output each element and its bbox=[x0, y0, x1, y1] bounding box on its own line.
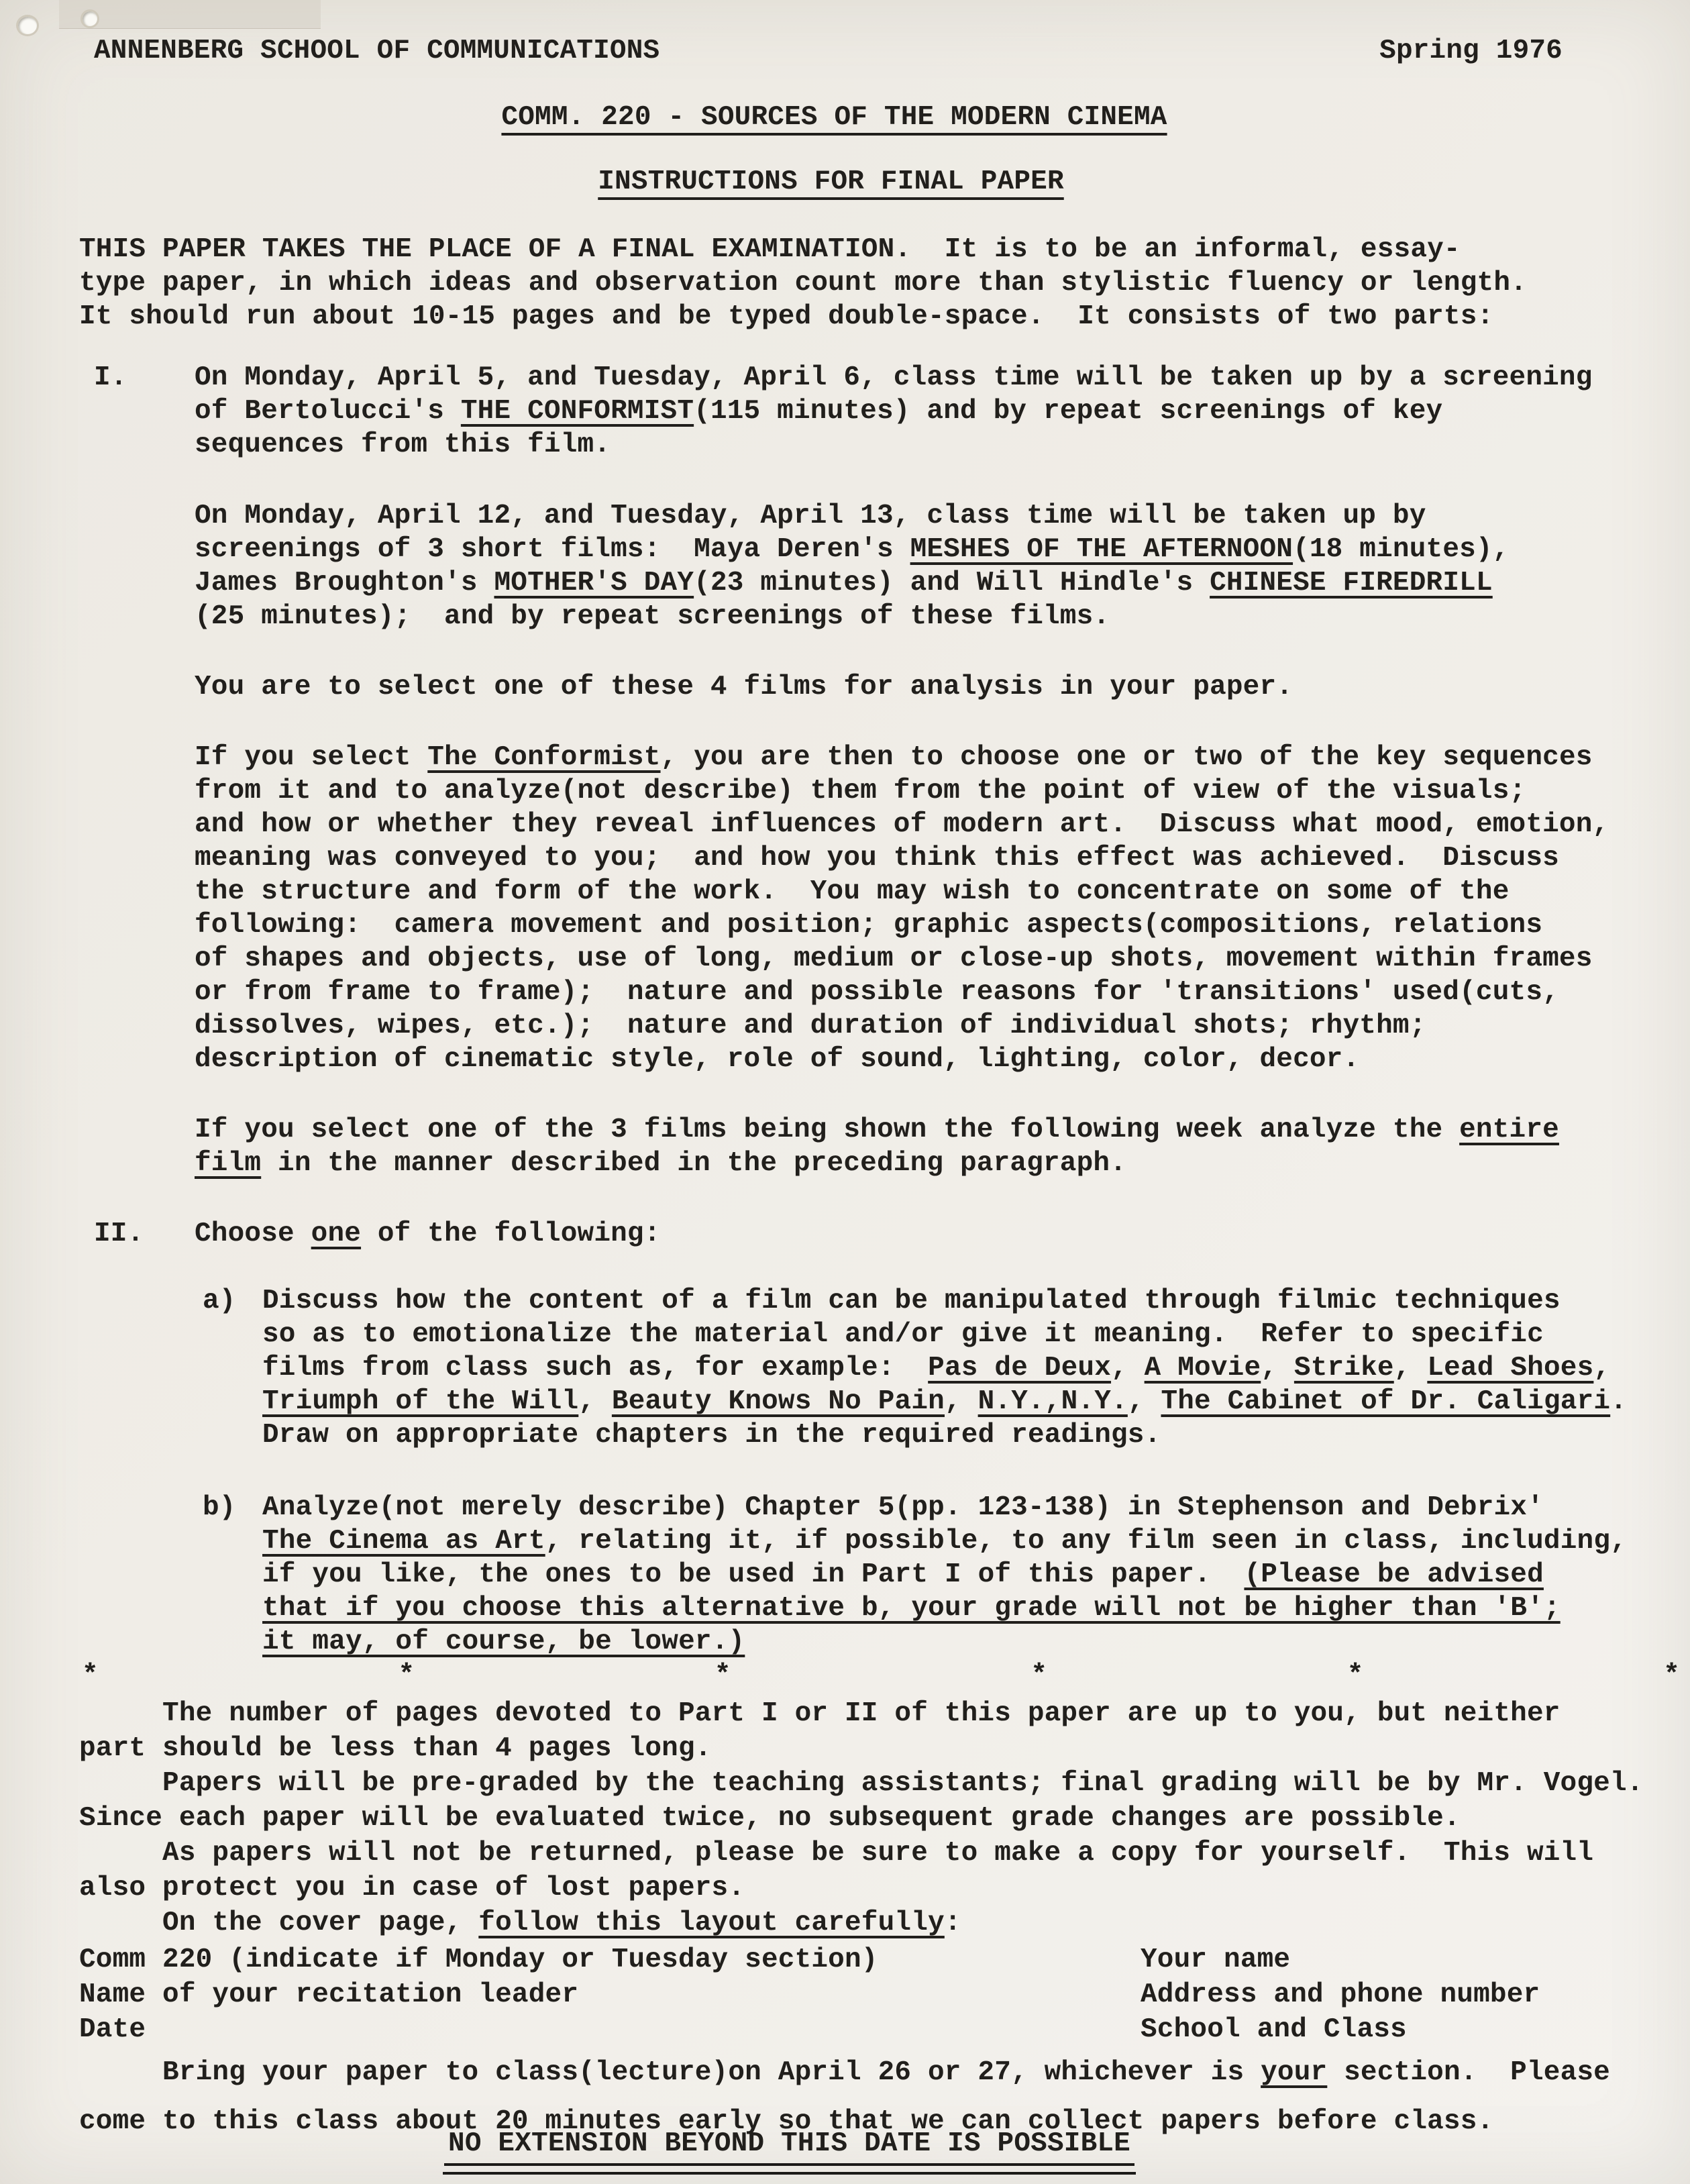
text-run: If you select bbox=[195, 742, 428, 773]
section-i-numeral: I. bbox=[94, 362, 127, 393]
course-title-text: COMM. 220 - SOURCES OF THE MODERN CINEMA bbox=[501, 102, 1167, 133]
text-run: Choose bbox=[195, 1218, 311, 1249]
conformist-analysis-paragraph bbox=[195, 741, 1650, 1076]
text-run: also protect you in case of lost papers. bbox=[79, 1873, 745, 1904]
option-a-text bbox=[262, 1284, 1650, 1452]
text-run: The number of pages devoted to Part I or II of this paper are up to you, but neither bbox=[79, 1698, 1561, 1729]
text-run: : bbox=[944, 1908, 961, 1938]
text-run: type paper, in which ideas and observation count more than stylistic fluency or length. bbox=[79, 268, 1527, 299]
asterisk-separator bbox=[82, 1659, 1680, 1692]
underlined-text-run: Lead Shoes bbox=[1427, 1353, 1594, 1384]
underlined-text-run: (Please be advised bbox=[1244, 1559, 1544, 1590]
text-run: and how or whether they reveal influences of modern art. Discuss what mood, emotion, bbox=[195, 809, 1609, 840]
cover-page-layout bbox=[79, 1942, 1650, 2047]
text-run: screenings of 3 short films: Maya Deren's bbox=[195, 534, 910, 565]
deadline-double-underline-outer bbox=[443, 2130, 1136, 2175]
underlined-text-run: Beauty Knows No Pain bbox=[611, 1386, 945, 1417]
underlined-text-run: The Cabinet of Dr. Caligari bbox=[1161, 1386, 1611, 1417]
text-run: , bbox=[1593, 1353, 1611, 1384]
text-run: Since each paper will be evaluated twice, no subsequent grade changes are possible. bbox=[79, 1803, 1461, 1834]
text-run: of Bertolucci's bbox=[195, 396, 461, 427]
text-run: It should run about 10-15 pages and be typed double-space. It consists of two parts: bbox=[79, 301, 1494, 332]
text-run: section. Please bbox=[1327, 2057, 1610, 2088]
text-run: of the following: bbox=[361, 1218, 661, 1249]
document-subtitle-text: INSTRUCTIONS FOR FINAL PAPER bbox=[598, 166, 1064, 197]
text-run: (18 minutes), bbox=[1293, 534, 1510, 565]
document-subtitle bbox=[46, 165, 1616, 199]
underlined-text-run: your bbox=[1261, 2057, 1328, 2088]
text-run: in the manner described in the preceding paragraph. bbox=[261, 1148, 1127, 1179]
screening-paragraph-1 bbox=[195, 361, 1650, 462]
cover-layout-row bbox=[79, 1977, 1650, 2012]
text-run: . bbox=[1610, 1386, 1627, 1417]
staple-hole-artifact bbox=[16, 15, 39, 36]
deadline-text: NO EXTENSION BEYOND THIS DATE IS POSSIBLE bbox=[444, 2130, 1134, 2166]
text-run: if you like, the ones to be used in Part I of this paper. bbox=[262, 1559, 1245, 1590]
asterisk-glyph: * bbox=[1031, 1660, 1048, 1691]
text-run: of shapes and objects, use of long, medium or close-up shots, movement within frames bbox=[195, 943, 1593, 974]
underlined-text-run: film bbox=[195, 1148, 262, 1179]
text-run: , bbox=[1111, 1353, 1145, 1384]
text-run: or from frame to frame); nature and possible reasons for 'transitions' used(cuts, bbox=[195, 977, 1559, 1008]
section-ii bbox=[79, 1217, 1650, 1659]
underlined-text-run: Strike bbox=[1293, 1353, 1394, 1384]
text-run: As papers will not be returned, please be sure to make a copy for yourself. This will bbox=[79, 1838, 1594, 1869]
text-run: James Broughton's bbox=[195, 568, 494, 599]
text-run: , you are then to choose one or two of the key sequences bbox=[660, 742, 1593, 773]
text-run: Analyze(not merely describe) Chapter 5(pp. 123-138) in Stephenson and Debrix' bbox=[262, 1492, 1544, 1523]
asterisk-glyph: * bbox=[1346, 1660, 1364, 1691]
section-ii-heading bbox=[195, 1217, 1650, 1251]
section-ii-body bbox=[195, 1217, 1650, 1659]
section-i bbox=[79, 361, 1650, 1180]
underlined-text-run: MOTHER'S DAY bbox=[494, 568, 694, 599]
intro-paragraph bbox=[79, 233, 1650, 333]
underlined-text-run: it may, of course, be lower.) bbox=[262, 1626, 745, 1657]
option-b bbox=[195, 1491, 1650, 1659]
cover-left-course: Comm 220 (indicate if Monday or Tuesday section) bbox=[79, 1944, 878, 1975]
underlined-text-run: that if you choose this alternative b, your grade will not be higher than 'B'; bbox=[262, 1593, 1561, 1624]
text-run: , bbox=[1393, 1353, 1428, 1384]
text-run: , bbox=[944, 1386, 978, 1417]
text-run: , bbox=[578, 1386, 612, 1417]
underlined-text-run: The Conformist bbox=[427, 742, 661, 773]
underlined-text-run: A Movie bbox=[1144, 1353, 1261, 1384]
underlined-text-run: Pas de Deux bbox=[928, 1353, 1112, 1384]
underlined-text-run: entire bbox=[1459, 1114, 1559, 1145]
text-run: You are to select one of these 4 films for analysis in your paper. bbox=[195, 672, 1293, 703]
underlined-text-run: one bbox=[311, 1218, 362, 1249]
term-label: Spring 1976 bbox=[1379, 36, 1563, 66]
option-a-marker: a) bbox=[203, 1286, 236, 1316]
cover-layout-row bbox=[79, 2012, 1650, 2047]
text-run: films from class such as, for example: bbox=[262, 1353, 929, 1384]
deadline-notice bbox=[443, 2127, 1136, 2175]
text-run: from it and to analyze(not describe) them from the point of view of the visuals; bbox=[195, 776, 1526, 807]
text-run: , relating it, if possible, to any film seen in class, including, bbox=[545, 1526, 1627, 1557]
text-run: Bring your paper to class(lecture)on April 26 or 27, whichever is bbox=[79, 2057, 1261, 2088]
text-run: On the cover page, bbox=[79, 1908, 479, 1938]
text-run: , bbox=[1261, 1353, 1294, 1384]
text-run: meaning was conveyed to you; and how you think this effect was achieved. Discuss bbox=[195, 843, 1559, 874]
option-b-marker: b) bbox=[203, 1492, 236, 1523]
section-ii-numeral: II. bbox=[94, 1218, 144, 1249]
underlined-text-run: Triumph of the Will bbox=[262, 1386, 579, 1417]
text-run: so as to emotionalize the material and/or give it meaning. Refer to specific bbox=[262, 1319, 1544, 1350]
text-run: (25 minutes); and by repeat screenings of these films. bbox=[195, 601, 1110, 632]
text-run: On Monday, April 5, and Tuesday, April 6, class time will be taken up by a screening bbox=[195, 362, 1593, 393]
cover-left-recitation: Name of your recitation leader bbox=[79, 1979, 579, 2010]
grading-notes-paragraphs bbox=[79, 1696, 1650, 1940]
underlined-text-run: THE CONFORMIST bbox=[460, 396, 694, 427]
film-selection-paragraph bbox=[195, 670, 1650, 704]
text-run: Papers will be pre-graded by the teaching assistants; final grading will be by Mr. Vogel. bbox=[79, 1768, 1644, 1799]
screening-paragraph-2 bbox=[195, 499, 1650, 633]
text-run: following: camera movement and position; graphic aspects(compositions, relations bbox=[195, 910, 1543, 941]
text-run: the structure and form of the work. You may wish to concentrate on some of the bbox=[195, 876, 1510, 907]
cover-layout-row bbox=[79, 1942, 1650, 1977]
underlined-text-run: MESHES OF THE AFTERNOON bbox=[910, 534, 1293, 565]
text-run: On Monday, April 12, and Tuesday, April 13, class time will be taken up by bbox=[195, 501, 1426, 531]
text-run: (23 minutes) and Will Hindle's bbox=[694, 568, 1210, 599]
school-name: ANNENBERG SCHOOL OF COMMUNICATIONS bbox=[94, 36, 660, 66]
short-film-analysis-paragraph bbox=[195, 1113, 1650, 1180]
underlined-text-run: The Cinema as Art bbox=[262, 1526, 545, 1557]
asterisk-glyph: * bbox=[714, 1660, 731, 1691]
text-run: part should be less than 4 pages long. bbox=[79, 1733, 712, 1764]
text-run: (115 minutes) and by repeat screenings of key bbox=[694, 396, 1443, 427]
asterisk-glyph: * bbox=[82, 1660, 99, 1691]
cover-right-name: Your name bbox=[1141, 1944, 1291, 1975]
text-run: come to this class about 20 minutes early so that we can collect papers before class. bbox=[79, 2106, 1494, 2137]
underlined-text-run: follow this layout carefully bbox=[478, 1908, 945, 1938]
option-a bbox=[195, 1284, 1650, 1452]
asterisk-glyph: * bbox=[398, 1660, 415, 1691]
text-run: description of cinematic style, role of sound, lighting, color, decor. bbox=[195, 1044, 1360, 1075]
page-header bbox=[79, 34, 1650, 68]
text-run: Draw on appropriate chapters in the required readings. bbox=[262, 1420, 1161, 1451]
course-title bbox=[49, 101, 1620, 134]
section-i-body bbox=[195, 361, 1650, 1180]
text-run: dissolves, wipes, etc.); nature and duration of individual shots; rhythm; bbox=[195, 1010, 1426, 1041]
text-run: , bbox=[1127, 1386, 1161, 1417]
staple-hole-artifact bbox=[81, 9, 99, 28]
text-run: THIS PAPER TAKES THE PLACE OF A FINAL EXAMINATION. It is to be an informal, essay- bbox=[79, 234, 1461, 265]
text-run: sequences from this film. bbox=[195, 429, 611, 460]
text-run: Discuss how the content of a film can be manipulated through filmic techniques bbox=[262, 1286, 1561, 1316]
text-run: If you select one of the 3 films being shown the following week analyze the bbox=[195, 1114, 1460, 1145]
cover-right-address: Address and phone number bbox=[1141, 1979, 1540, 2010]
option-b-text bbox=[262, 1491, 1650, 1659]
cover-right-school: School and Class bbox=[1141, 2014, 1407, 2045]
asterisk-glyph: * bbox=[1663, 1660, 1680, 1691]
underlined-text-run: CHINESE FIREDRILL bbox=[1210, 568, 1493, 599]
underlined-text-run: N.Y.,N.Y. bbox=[978, 1386, 1128, 1417]
cover-left-date: Date bbox=[79, 2014, 146, 2045]
